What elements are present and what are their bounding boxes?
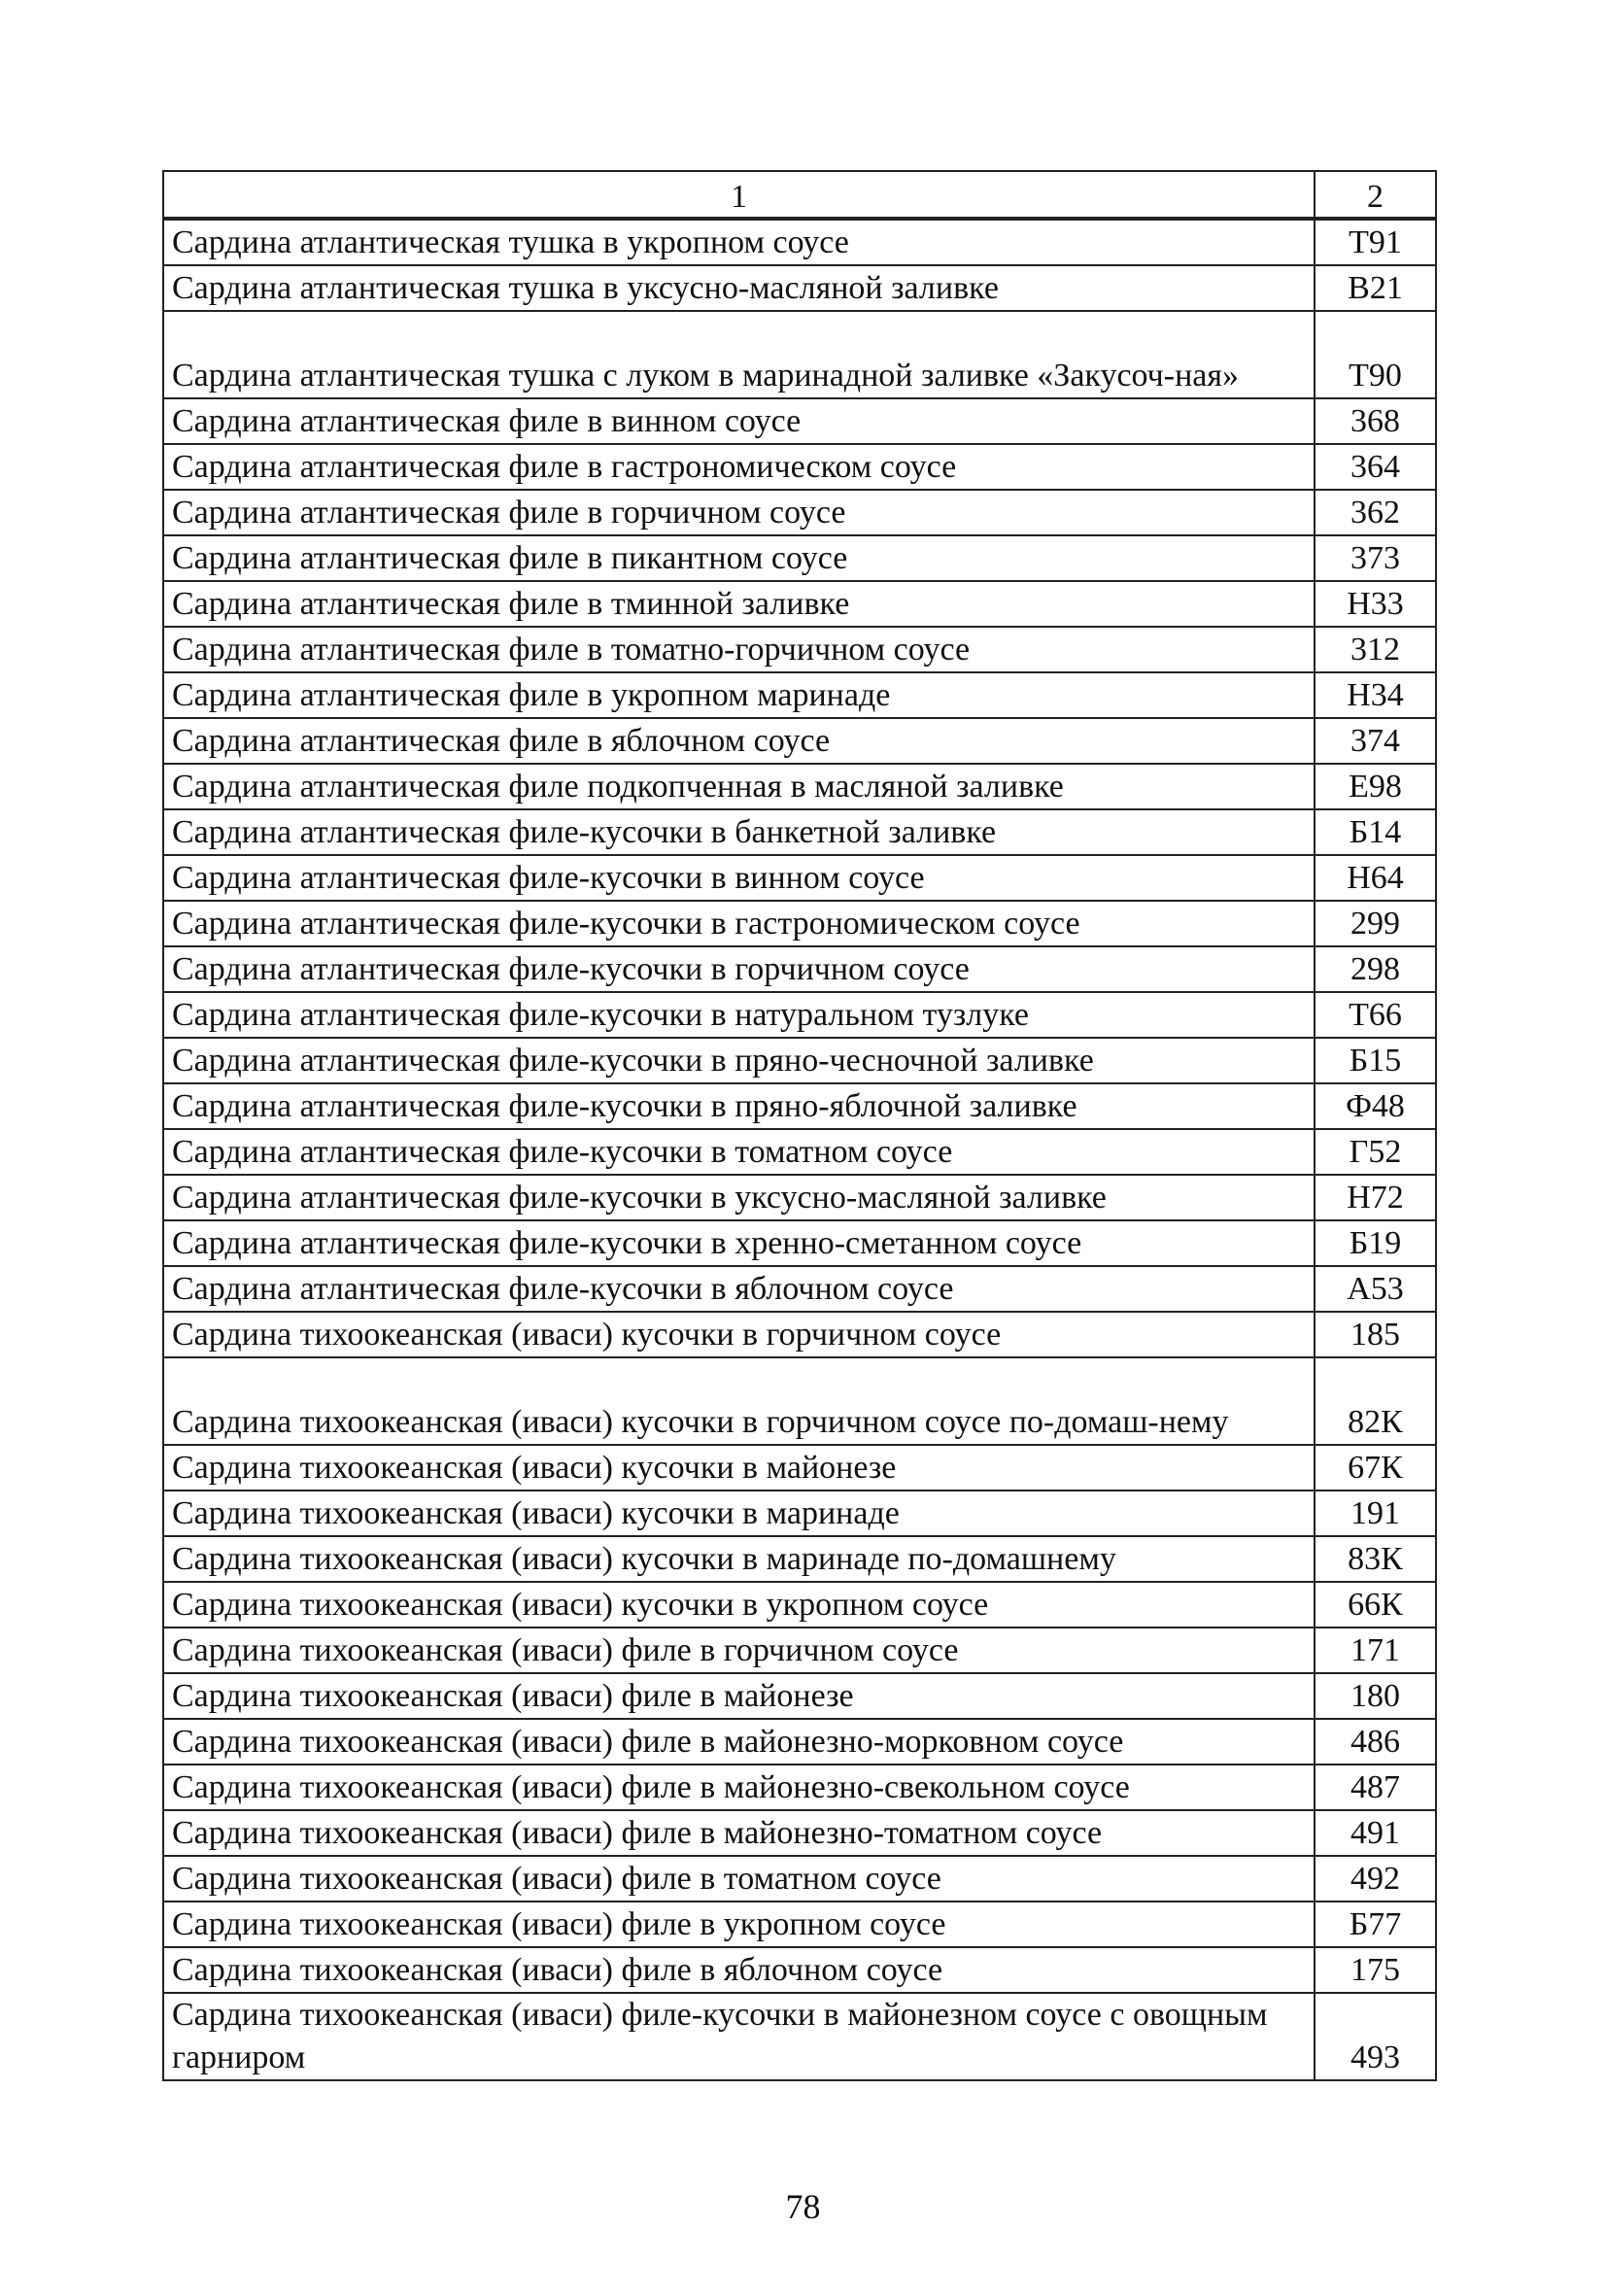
product-name-cell: Сардина тихоокеанская (иваси) филе в майонезно-свекольном соусе bbox=[163, 1765, 1315, 1810]
product-code-cell: Б15 bbox=[1315, 1038, 1436, 1083]
table-row bbox=[163, 1582, 1436, 1628]
product-code-cell: 185 bbox=[1315, 1312, 1436, 1357]
product-name-cell: Сардина атлантическая филе подкопченная в масляной заливке bbox=[163, 764, 1315, 809]
product-code-cell: А53 bbox=[1315, 1266, 1436, 1312]
product-code-cell: 364 bbox=[1315, 444, 1436, 490]
product-name-cell: Сардина атлантическая филе-кусочки в банкетной заливке bbox=[163, 809, 1315, 855]
product-code-cell: 493 bbox=[1315, 1993, 1436, 2080]
table-row bbox=[163, 1993, 1436, 2080]
table-row bbox=[163, 1902, 1436, 1947]
product-code-cell: 83К bbox=[1315, 1536, 1436, 1582]
table-row bbox=[163, 627, 1436, 672]
product-code-cell: 312 bbox=[1315, 627, 1436, 672]
table-row bbox=[163, 718, 1436, 764]
product-name-cell: Сардина тихоокеанская (иваси) кусочки в горчичном соусе bbox=[163, 1312, 1315, 1357]
product-name-cell: Сардина тихоокеанская (иваси) филе в томатном соусе bbox=[163, 1856, 1315, 1902]
product-name-cell: Сардина атлантическая филе-кусочки в винном соусе bbox=[163, 855, 1315, 901]
product-code-cell: 171 bbox=[1315, 1628, 1436, 1673]
product-name-cell: Сардина атлантическая филе в гастрономическом соусе bbox=[163, 444, 1315, 490]
product-code-cell: 486 bbox=[1315, 1719, 1436, 1765]
page-number: 78 bbox=[785, 2187, 821, 2226]
table-row bbox=[163, 764, 1436, 809]
product-name-cell: Сардина атлантическая филе-кусочки в горчичном соусе bbox=[163, 946, 1315, 992]
table-row bbox=[163, 1719, 1436, 1765]
product-name-cell: Сардина атлантическая филе-кусочки в уксусно-масляной заливке bbox=[163, 1175, 1315, 1220]
product-code-cell: Т66 bbox=[1315, 992, 1436, 1038]
product-name-cell: Сардина атлантическая филе в тминной заливке bbox=[163, 581, 1315, 627]
table-row bbox=[163, 1491, 1436, 1536]
product-code-cell: 491 bbox=[1315, 1810, 1436, 1856]
product-name-cell: Сардина тихоокеанская (иваси) филе в майонезе bbox=[163, 1673, 1315, 1719]
product-name-cell: Сардина тихоокеанская (иваси) кусочки в майонезе bbox=[163, 1445, 1315, 1491]
table-row bbox=[163, 1856, 1436, 1902]
product-code-cell: В21 bbox=[1315, 265, 1436, 311]
table-row bbox=[163, 490, 1436, 535]
product-name-cell: Сардина атлантическая филе-кусочки в пряно-яблочной заливке bbox=[163, 1083, 1315, 1129]
table-body bbox=[163, 219, 1436, 2080]
table-row bbox=[163, 444, 1436, 490]
table-row bbox=[163, 946, 1436, 992]
product-name-cell: Сардина атлантическая филе-кусочки в пряно-чесночной заливке bbox=[163, 1038, 1315, 1083]
table-row bbox=[163, 1038, 1436, 1083]
product-code-cell: 374 bbox=[1315, 718, 1436, 764]
table-row bbox=[163, 1175, 1436, 1220]
product-code-table bbox=[162, 170, 1437, 2081]
product-name-cell: Сардина тихоокеанская (иваси) филе в майонезно-морковном соусе bbox=[163, 1719, 1315, 1765]
table-row bbox=[163, 219, 1436, 265]
product-code-cell: 191 bbox=[1315, 1491, 1436, 1536]
product-name-cell: Сардина тихоокеанская (иваси) кусочки в маринаде bbox=[163, 1491, 1315, 1536]
product-name-cell: Сардина атлантическая филе в пикантном соусе bbox=[163, 535, 1315, 581]
product-code-cell: 492 bbox=[1315, 1856, 1436, 1902]
table-row bbox=[163, 1357, 1436, 1445]
table-row bbox=[163, 1312, 1436, 1357]
product-name-cell: Сардина тихоокеанская (иваси) филе в укропном соусе bbox=[163, 1902, 1315, 1947]
product-name-cell: Сардина тихоокеанская (иваси) филе в горчичном соусе bbox=[163, 1628, 1315, 1673]
product-name-cell: Сардина атлантическая филе-кусочки в яблочном соусе bbox=[163, 1266, 1315, 1312]
product-name-cell: Сардина атлантическая филе в томатно-горчичном соусе bbox=[163, 627, 1315, 672]
table-row bbox=[163, 1445, 1436, 1491]
product-code-cell: 67К bbox=[1315, 1445, 1436, 1491]
table-row bbox=[163, 1947, 1436, 1993]
product-code-cell: Н64 bbox=[1315, 855, 1436, 901]
table-row bbox=[163, 398, 1436, 444]
product-code-cell: Г52 bbox=[1315, 1129, 1436, 1175]
table-row bbox=[163, 1266, 1436, 1312]
product-code-cell: Б77 bbox=[1315, 1902, 1436, 1947]
product-code-cell: Т90 bbox=[1315, 311, 1436, 398]
table-row bbox=[163, 1628, 1436, 1673]
table-header-row bbox=[163, 171, 1436, 219]
table-row bbox=[163, 1536, 1436, 1582]
product-code-cell: 487 bbox=[1315, 1765, 1436, 1810]
column-header-name: 1 bbox=[163, 171, 1315, 219]
table-row bbox=[163, 311, 1436, 398]
product-code-cell: 66К bbox=[1315, 1582, 1436, 1628]
product-code-cell: 368 bbox=[1315, 398, 1436, 444]
product-code-cell: Ф48 bbox=[1315, 1083, 1436, 1129]
table-row bbox=[163, 672, 1436, 718]
product-name-cell: Сардина тихоокеанская (иваси) филе в майонезно-томатном соусе bbox=[163, 1810, 1315, 1856]
product-code-cell: Н72 bbox=[1315, 1175, 1436, 1220]
product-code-cell: 82К bbox=[1315, 1357, 1436, 1445]
product-code-cell: Т91 bbox=[1315, 219, 1436, 265]
table-row bbox=[163, 1220, 1436, 1266]
table-row bbox=[163, 901, 1436, 946]
product-name-cell: Сардина атлантическая филе в яблочном соусе bbox=[163, 718, 1315, 764]
product-name-cell: Сардина атлантическая филе в винном соусе bbox=[163, 398, 1315, 444]
product-name-cell: Сардина атлантическая тушка в укропном соусе bbox=[163, 219, 1315, 265]
product-code-cell: Б19 bbox=[1315, 1220, 1436, 1266]
product-code-cell: 180 bbox=[1315, 1673, 1436, 1719]
product-code-cell: Б14 bbox=[1315, 809, 1436, 855]
product-code-cell: 175 bbox=[1315, 1947, 1436, 1993]
product-name-cell: Сардина атлантическая филе в укропном маринаде bbox=[163, 672, 1315, 718]
table-row bbox=[163, 581, 1436, 627]
product-name-cell: Сардина тихоокеанская (иваси) филе-кусочки в майонезном соусе с овощным гарниром bbox=[163, 1993, 1315, 2080]
table-row bbox=[163, 855, 1436, 901]
product-name-cell: Сардина тихоокеанская (иваси) кусочки в горчичном соусе по-домаш-нему bbox=[163, 1357, 1315, 1445]
table-row bbox=[163, 1673, 1436, 1719]
product-name-cell: Сардина тихоокеанская (иваси) филе в яблочном соусе bbox=[163, 1947, 1315, 1993]
table-row bbox=[163, 992, 1436, 1038]
product-name-cell: Сардина атлантическая филе-кусочки в гастрономическом соусе bbox=[163, 901, 1315, 946]
product-name-cell: Сардина атлантическая тушка с луком в маринадной заливке «Закусоч-ная» bbox=[163, 311, 1315, 398]
product-code-cell: 299 bbox=[1315, 901, 1436, 946]
table-row bbox=[163, 809, 1436, 855]
product-name-cell: Сардина тихоокеанская (иваси) кусочки в маринаде по-домашнему bbox=[163, 1536, 1315, 1582]
table-row bbox=[163, 1810, 1436, 1856]
column-header-code: 2 bbox=[1315, 171, 1436, 219]
product-name-cell: Сардина атлантическая филе-кусочки в натуральном тузлуке bbox=[163, 992, 1315, 1038]
product-code-cell: 298 bbox=[1315, 946, 1436, 992]
product-name-cell: Сардина атлантическая тушка в уксусно-масляной заливке bbox=[163, 265, 1315, 311]
table-row bbox=[163, 1765, 1436, 1810]
table-row bbox=[163, 265, 1436, 311]
product-code-cell: Н34 bbox=[1315, 672, 1436, 718]
product-name-cell: Сардина тихоокеанская (иваси) кусочки в укропном соусе bbox=[163, 1582, 1315, 1628]
product-code-cell: 373 bbox=[1315, 535, 1436, 581]
product-code-cell: Е98 bbox=[1315, 764, 1436, 809]
product-name-cell: Сардина атлантическая филе в горчичном соусе bbox=[163, 490, 1315, 535]
product-name-cell: Сардина атлантическая филе-кусочки в хренно-сметанном соусе bbox=[163, 1220, 1315, 1266]
table-row bbox=[163, 1129, 1436, 1175]
table-row bbox=[163, 535, 1436, 581]
product-code-cell: 362 bbox=[1315, 490, 1436, 535]
product-name-cell: Сардина атлантическая филе-кусочки в томатном соусе bbox=[163, 1129, 1315, 1175]
table-row bbox=[163, 1083, 1436, 1129]
product-code-cell: Н33 bbox=[1315, 581, 1436, 627]
